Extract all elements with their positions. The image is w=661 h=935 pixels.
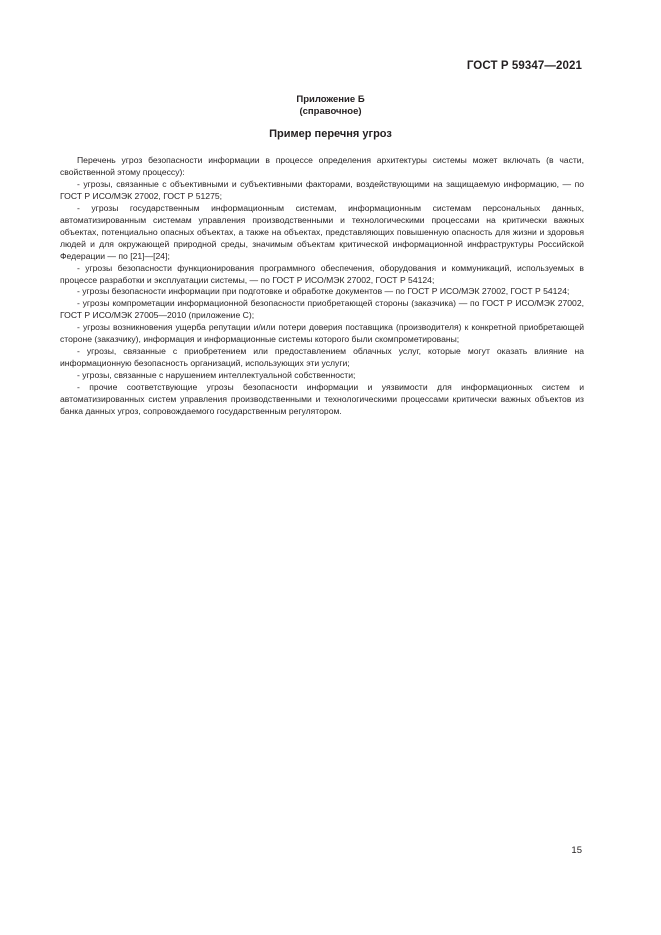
list-item: - угрозы компрометации информационной безопасности приобретающей стороны (заказчика) — по ГОСТ Р ИСО/МЭК 27002, ГОСТ Р ИСО/МЭК 27005—2010 (приложение С); — [60, 298, 584, 321]
list-item: - угрозы, связанные с объективными и субъективными факторами, воздействующими на защищаемую информацию, — по ГОСТ Р ИСО/МЭК 27002, ГОСТ Р 51275; — [60, 178, 584, 201]
list-item: - угрозы безопасности информации при подготовке и обработке документов — по ГОСТ Р ИСО/МЭК 27002, ГОСТ Р 54124; — [77, 286, 570, 297]
list-item: - угрозы возникновения ущерба репутации и/или потери доверия поставщика (производителя) к конкретной приобретающей стороне (заказчику), информация и информационные системы которого были скомпрометированы; — [60, 322, 584, 345]
paragraph-intro: Перечень угроз безопасности информации в процессе определения архитектуры системы может включать (в части, свойственной этому процессу): — [60, 155, 584, 177]
appendix-title: Приложение Б — [296, 94, 365, 105]
document-body — [60, 155, 584, 418]
appendix-subtitle: (справочное) — [299, 105, 362, 117]
list-item: - прочие соответствующие угрозы безопасности информации и уязвимости для информационных систем и автоматизированных систем управления производственными и технологическими процессами критически важных объектов из банка данных угроз, сопровождаемого государственным регулятором. — [60, 382, 584, 417]
standard-code: ГОСТ Р 59347—2021 — [466, 60, 582, 72]
list-item: - угрозы, связанные с приобретением или предоставлением облачных услуг, которые могут оказать влияние на информационную безопасность организаций, использующих эти услуги; — [60, 346, 584, 369]
page-number: 15 — [571, 845, 582, 856]
appendix-heading — [0, 94, 661, 117]
list-item: - угрозы безопасности функционирования программного обеспечения, оборудования и коммуникаций, используемых в процессе разработки и эксплуатации системы, — по ГОСТ Р ИСО/МЭК 27002, ГОСТ Р 54124; — [60, 262, 584, 285]
list-item: - угрозы государственным информационным системам, информационным системам персональных данных, автоматизированным системам управления производственными и технологическими процессами на критически важных объектах, потенциально опасных объектах, а также на объектах, представляющих повышенную опасность для жизни и здоровья людей и для окружающей природной среды, значимым объектам критической информационной инфраструктуры Российской Федерации — по [21]—[24]; — [60, 202, 584, 261]
list-item: - угрозы, связанные с нарушением интеллектуальной собственности; — [77, 370, 356, 381]
section-title: Пример перечня угроз — [269, 128, 392, 140]
